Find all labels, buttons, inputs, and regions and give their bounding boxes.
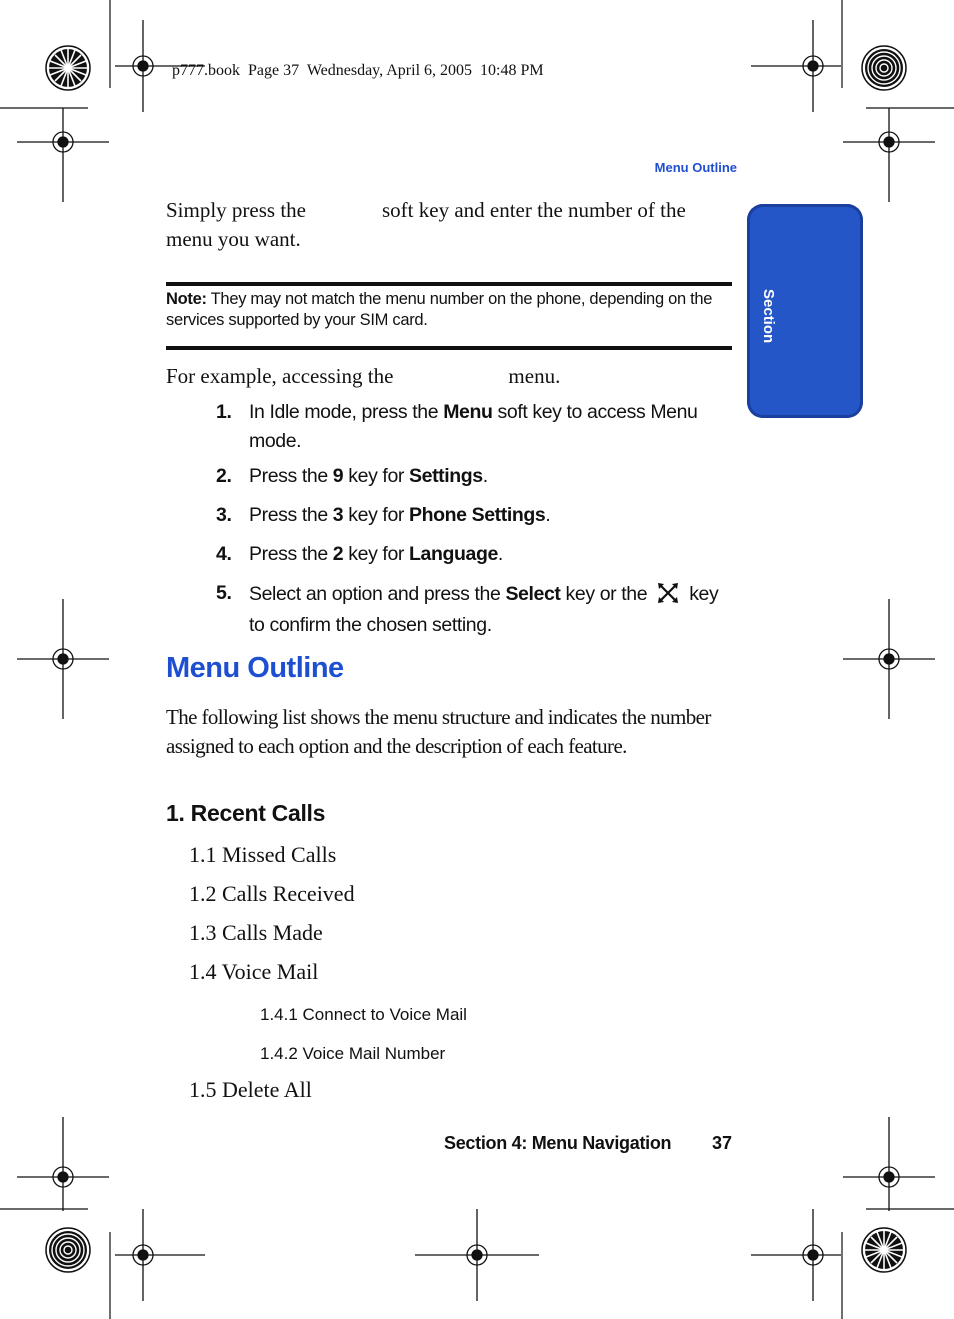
step-number: 5. — [216, 582, 232, 604]
step-text: Press the 9 key for Settings. — [249, 465, 488, 487]
footer-title: Section 4: Menu Navigation — [444, 1133, 672, 1153]
step-number: 1. — [216, 401, 232, 423]
note-text: They may not match the menu number on the phone, depending on the services supported by your SIM card. — [166, 290, 713, 329]
example-part1: For example, accessing the — [166, 364, 394, 388]
section-tab-label: Section 4 — [732, 289, 777, 344]
intro-part2: soft key and enter the number of the menu you want. — [166, 198, 686, 251]
page-number: 37 — [711, 1133, 732, 1153]
note — [166, 289, 736, 331]
list-item: 1.4 Voice Mail — [189, 959, 319, 984]
intro-paragraph — [166, 196, 732, 254]
list-item: 1.4.1 Connect to Voice Mail — [260, 1005, 467, 1024]
running-head: Menu Outline — [654, 160, 737, 175]
example-part2: menu. — [508, 364, 561, 388]
note-label: Note: — [166, 290, 207, 308]
intro-part1: Simply press the — [166, 198, 306, 222]
note-top-rule — [166, 282, 732, 286]
example-paragraph — [166, 362, 732, 391]
step-number: 3. — [216, 504, 232, 526]
step-text: Press the 2 key for Language. — [249, 543, 503, 565]
recent-calls-heading: 1. Recent Calls — [166, 800, 326, 826]
list-item: 1.2 Calls Received — [189, 881, 355, 906]
step-text: Press the 3 key for Phone Settings. — [249, 504, 551, 526]
list-item: 1.5 Delete All — [189, 1077, 312, 1102]
step-number: 4. — [216, 543, 232, 565]
list-item: 1.1 Missed Calls — [189, 842, 337, 867]
note-bottom-rule — [166, 346, 732, 350]
list-item: 1.3 Calls Made — [189, 920, 323, 945]
book-info: p777.book Page 37 Wednesday, April 6, 2005 10:48 PM — [172, 62, 544, 79]
menu-outline-description: The following list shows the menu structure and indicates the number assigned to each option and the description of each feature. — [166, 705, 711, 758]
step-text: Select an option and press the Select key or the key to confirm the chosen setting. — [249, 583, 719, 636]
step-number: 2. — [216, 465, 232, 487]
step-text: In Idle mode, press the Menu soft key to access Menu mode. — [249, 401, 698, 452]
list-item: 1.4.2 Voice Mail Number — [260, 1044, 446, 1063]
nav-key-icon — [656, 582, 680, 604]
menu-outline-heading: Menu Outline — [166, 652, 344, 684]
